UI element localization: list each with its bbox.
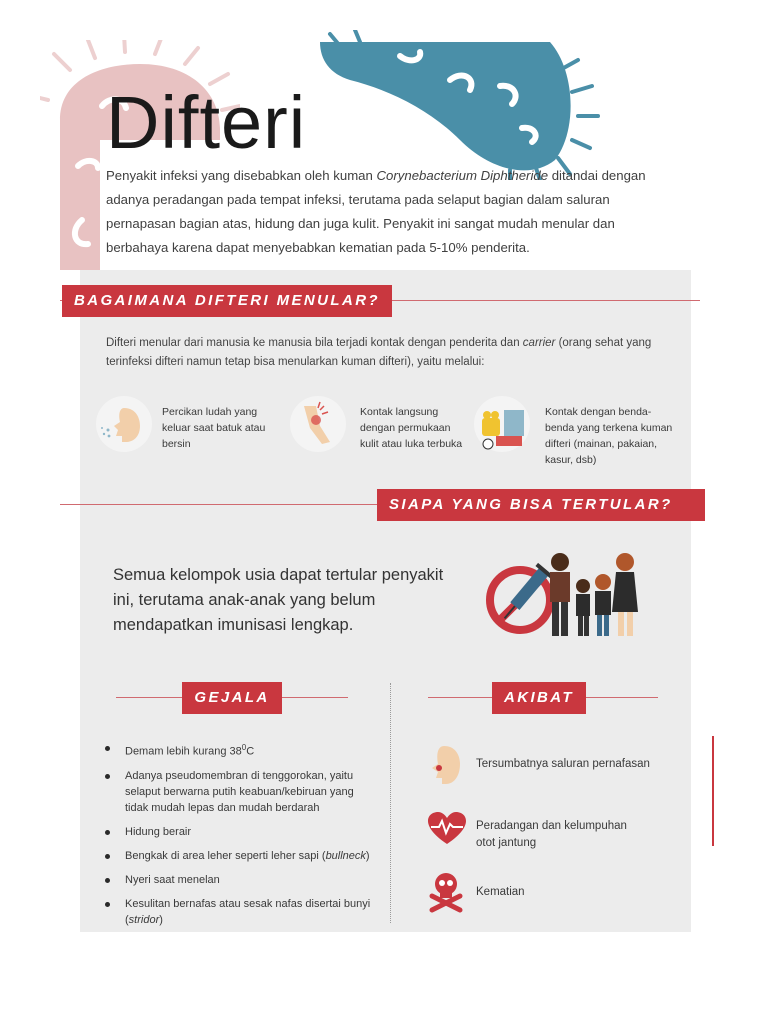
list-item: Hidung berair bbox=[102, 824, 372, 840]
consequence-2-label: Peradangan dan kelumpuhan otot jantung bbox=[476, 820, 627, 849]
who-description: Semua kelompok usia dapat tertular penyakit ini, terutama anak-anak yang belum mendapatkan imunisasi lengkap. bbox=[113, 566, 444, 634]
column-divider bbox=[390, 683, 391, 923]
list-item: Nyeri saat menelan bbox=[102, 872, 372, 888]
list-item: Kesulitan bernafas atau sesak nafas disertai bunyi (stridor) bbox=[102, 896, 372, 928]
consequence-1-label: Tersumbatnya saluran pernafasan bbox=[476, 758, 650, 770]
section-heading-who: SIAPA YANG BISA TERTULAR? bbox=[377, 489, 705, 521]
list-item: Adanya pseudomembran di tenggorokan, yaitu selaput berwarna putih keabuan/kebiruan yang tidak mudah lepas dan mudah berdarah bbox=[102, 768, 372, 816]
bacteria-illustration-blue bbox=[300, 30, 620, 180]
section-heading-consequences: AKIBAT bbox=[492, 682, 586, 714]
contaminated-objects-icon bbox=[474, 396, 530, 452]
list-item: Demam lebih kurang $38^0C$ bbox=[102, 740, 372, 760]
transmission-way-1-label: Percikan ludah yang keluar saat batuk atau bersin bbox=[162, 406, 266, 450]
blocked-airway-icon bbox=[424, 744, 464, 788]
wounded-leg-icon bbox=[290, 396, 346, 452]
species-name: Corynebacterium Diphtheride bbox=[376, 168, 549, 183]
transmission-way-2-label: Kontak langsung dengan permukaan kulit atau luka terbuka bbox=[360, 406, 463, 450]
list-item: Bengkak di area leher seperti leher sapi (bullneck) bbox=[102, 848, 372, 864]
transmission-way-3-label: Kontak dengan benda-benda yang terkena kuman difteri (mainan, pakaian, kasur, dsb) bbox=[545, 406, 673, 466]
section-heading-transmission: BAGAIMANA DIFTERI MENULAR? bbox=[62, 285, 392, 317]
intro-paragraph: Penyakit infeksi yang disebabkan oleh kuman Corynebacterium Diphtheride ditandai dengan adanya peradangan pada tempat infeksi, terutama pada selaput bagian dalam saluran pernapasan bagian atas, hidung dan juga kulit. Penyakit ini sangat mudah menular dan berbahaya karena dapat menyebabkan kematian pada 5-10% penderita. bbox=[106, 168, 646, 255]
page-title: Difteri bbox=[106, 81, 307, 164]
face-sneeze-icon bbox=[96, 396, 152, 452]
consequence-3-label: Kematian bbox=[476, 886, 525, 898]
skull-crossbones-icon bbox=[428, 870, 464, 914]
heart-pulse-icon bbox=[428, 812, 466, 846]
transmission-description: Difteri menular dari manusia ke manusia bila terjadi kontak dengan penderita dan carrier (orang sehat yang terinfeksi difteri namun tetap bisa menularkan kuman difteri), yaitu melalui: bbox=[106, 337, 652, 368]
no-vaccine-family-icon bbox=[470, 540, 650, 650]
section-heading-symptoms: GEJALA bbox=[182, 682, 282, 714]
edge-mark bbox=[712, 736, 714, 846]
symptom-list bbox=[102, 740, 372, 936]
